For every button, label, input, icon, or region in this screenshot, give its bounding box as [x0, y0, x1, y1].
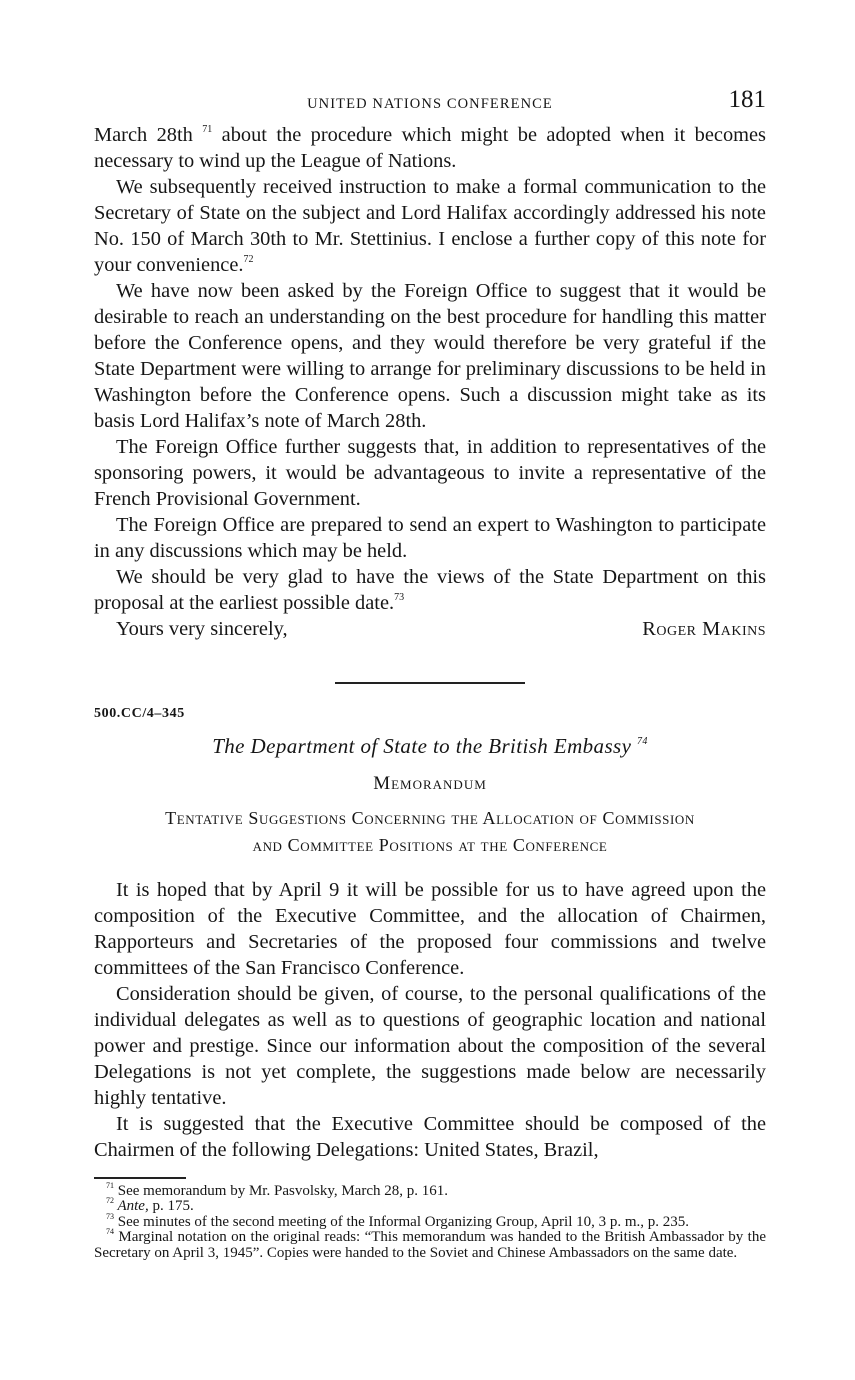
section-divider [335, 682, 525, 684]
letter-closing [94, 616, 766, 642]
letter-paragraph: March 28th $^{71}$ about the procedure which might be adopted when it becomes necessary to wind up the League of Nations. [94, 124, 766, 172]
footnote-ref: 74 [636, 736, 648, 747]
running-title: UNITED NATIONS CONFERENCE [307, 96, 553, 112]
letter-paragraph: We should be very glad to have the views of the State Department on this proposal at the earliest possible date.$^{73}$ [94, 566, 766, 614]
footnote-ref: 71 [202, 124, 213, 136]
memo-paragraph: It is suggested that the Executive Committee should be composed of the Chairmen of the following Delegations: United States, Brazil, [94, 1113, 766, 1161]
memorandum-heading [94, 805, 766, 859]
running-header [94, 88, 766, 122]
letter-paragraph: The Foreign Office further suggests that, in addition to representatives of the sponsoring powers, it would be advantageous to invite a representative of the French Provisional Government. [94, 436, 766, 510]
memo-paragraph: It is hoped that by April 9 it will be possible for us to have agreed upon the composition of the Executive Committee, and the allocation of Chairmen, Rapporteurs and Secretaries of the proposed four commissions and twelve committees of the San Francisco Conference. [94, 879, 766, 979]
heading-line: and Committee Positions at the Conference [252, 835, 608, 855]
page [94, 88, 766, 1261]
footnote-ref: 73 [394, 592, 405, 604]
footnote: $^{72}$ Ante, p. 175. [106, 1196, 194, 1214]
letter-paragraph: We subsequently received instruction to make a formal communication to the Secretary of State on the subject and Lord Halifax accordingly addressed his note No. 150 of March 30th to Mr. Stettinius. I enclose a further copy of this note for your convenience.$^{72}$ [94, 176, 766, 276]
footnote-ref: 72 [243, 254, 254, 266]
footnote-divider [94, 1177, 186, 1179]
letter-body [94, 122, 766, 616]
footnote: $^{73}$ See minutes of the second meeting of the Informal Organizing Group, April 10, 3 p. m., p. 235. [106, 1211, 690, 1230]
footnote: $^{74}$ Marginal notation on the original reads: “This memorandum was handed to the British Ambassador by the Secretary on April 3, 1945”. Copies were handed to the Soviet and Chinese Ambassadors on the same date. [94, 1227, 766, 1261]
document-title: The Department of State to the British Embassy $^{74}$ [212, 734, 648, 758]
signature: Roger Makins [642, 618, 766, 640]
file-number: 500.CC/4–345 [94, 706, 185, 721]
memo-paragraph: Consideration should be given, of course, to the personal qualifications of the individual delegates as well as to questions of geographic location and national power and prestige. Since our information about the composition of the several Delegations is not yet complete, the suggestions made below are necessarily highly tentative. [94, 983, 766, 1109]
footnote: $^{71}$ See memorandum by Mr. Pasvolsky, March 28, p. 161. [106, 1180, 448, 1199]
letter-paragraph: The Foreign Office are prepared to send an expert to Washington to participate in any discussions which may be held. [94, 514, 766, 562]
page-number: 181 [728, 86, 766, 113]
closing-salutation: Yours very sincerely, [116, 618, 288, 640]
memorandum-body [94, 877, 766, 1163]
memorandum-label: Memorandum [373, 773, 487, 794]
letter-paragraph: We have now been asked by the Foreign Office to suggest that it would be desirable to reach an understanding on the best procedure for handling this matter before the Conference opens, and they would therefore be very grateful if the State Department were willing to arrange for preliminary discussions to be held in Washington before the Conference opens. Such a discussion might take as its basis Lord Halifax’s note of March 28th. [94, 280, 766, 432]
footnotes [94, 1180, 766, 1262]
heading-line: Tentative Suggestions Concerning the Allocation of Commission [165, 808, 695, 828]
